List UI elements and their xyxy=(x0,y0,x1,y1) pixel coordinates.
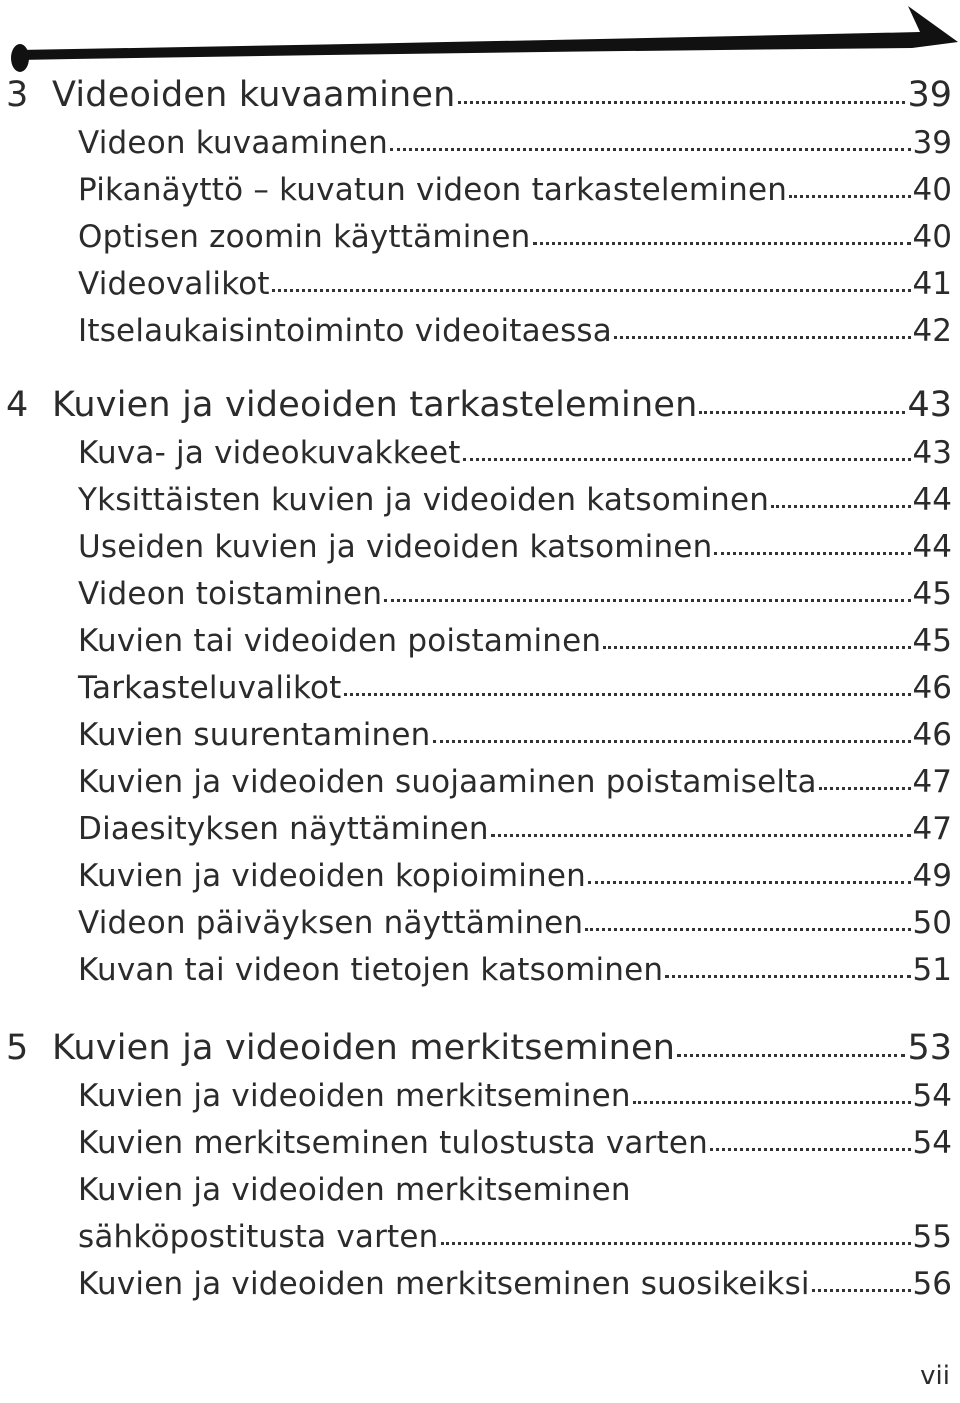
dot-leader xyxy=(633,1101,911,1104)
section-title: Videon päiväyksen näyttäminen xyxy=(78,905,584,941)
chapter-page-number: 39 xyxy=(907,75,952,115)
section-page-number: 54 xyxy=(912,1125,952,1161)
toc-section-entry[interactable] xyxy=(0,529,960,573)
section-page-number: 43 xyxy=(912,435,952,471)
chapter-number: 5 xyxy=(6,1028,29,1068)
dot-leader xyxy=(789,195,910,198)
section-page-number: 39 xyxy=(912,125,952,161)
section-page-number: 44 xyxy=(912,529,952,565)
toc-section-entry[interactable] xyxy=(0,576,960,620)
section-title: Useiden kuvien ja videoiden katsominen xyxy=(78,529,713,565)
section-title: Pikanäyttö – kuvatun videon tarkasteleminen xyxy=(78,172,788,208)
dot-leader xyxy=(344,693,911,696)
section-title: Videon kuvaaminen xyxy=(78,125,388,161)
section-title: Yksittäisten kuvien ja videoiden katsominen xyxy=(78,482,770,518)
toc-section-entry[interactable] xyxy=(0,623,960,667)
section-title: Kuvien ja videoiden kopioiminen xyxy=(78,858,587,894)
dot-leader xyxy=(710,1148,911,1151)
dot-leader xyxy=(433,740,911,743)
toc-section-entry[interactable] xyxy=(0,1172,960,1216)
section-page-number: 44 xyxy=(912,482,952,518)
toc-section-entry[interactable] xyxy=(0,811,960,855)
toc-section-entry[interactable] xyxy=(0,1266,960,1310)
dot-leader xyxy=(665,975,910,978)
dot-leader xyxy=(699,411,905,414)
dot-leader xyxy=(390,148,911,151)
toc-section-entry[interactable] xyxy=(0,1125,960,1169)
dot-leader xyxy=(533,242,911,245)
toc-section-entry[interactable] xyxy=(0,670,960,714)
toc-section-entry[interactable] xyxy=(0,219,960,263)
toc-section-entry[interactable] xyxy=(0,858,960,902)
dot-leader xyxy=(491,834,911,837)
section-title: Kuvien ja videoiden merkitseminen xyxy=(78,1078,631,1114)
section-page-number: 56 xyxy=(912,1266,952,1302)
dot-leader xyxy=(441,1242,911,1245)
page-number: vii xyxy=(920,1361,950,1391)
section-title: Kuvien ja videoiden merkitseminen suosikeiksi xyxy=(78,1266,810,1302)
section-title: Kuvien suurentaminen xyxy=(78,717,431,753)
section-title: Kuvien merkitseminen tulostusta varten xyxy=(78,1125,709,1161)
toc-section-entry[interactable] xyxy=(0,125,960,169)
toc-chapter-entry[interactable] xyxy=(0,75,960,123)
section-page-number: 42 xyxy=(912,313,952,349)
section-page-number: 40 xyxy=(912,172,952,208)
section-title: Kuva- ja videokuvakkeet xyxy=(78,435,461,471)
section-page-number: 47 xyxy=(912,764,952,800)
section-page-number: 46 xyxy=(912,717,952,753)
section-title: Optisen zoomin käyttäminen xyxy=(78,219,531,255)
dot-leader xyxy=(384,599,910,602)
toc-chapter-entry[interactable] xyxy=(0,385,960,433)
chapter-page-number: 43 xyxy=(907,385,952,425)
toc-section-entry[interactable] xyxy=(0,172,960,216)
toc-section-entry[interactable] xyxy=(0,952,960,996)
chapter-number: 4 xyxy=(6,385,29,425)
section-title: Tarkasteluvalikot xyxy=(78,670,342,706)
chapter-number: 3 xyxy=(6,75,29,115)
section-title: Kuvan tai videon tietojen katsominen xyxy=(78,952,664,988)
section-page-number: 55 xyxy=(912,1219,952,1255)
chapter-title: Kuvien ja videoiden tarkasteleminen xyxy=(52,385,698,425)
toc-section-entry[interactable] xyxy=(0,266,960,310)
section-page-number: 47 xyxy=(912,811,952,847)
toc-section-entry[interactable] xyxy=(0,1078,960,1122)
dot-leader xyxy=(458,101,906,104)
section-title: Diaesityksen näyttäminen xyxy=(78,811,489,847)
chapter-page-number: 53 xyxy=(907,1028,952,1068)
section-page-number: 54 xyxy=(912,1078,952,1114)
dot-leader xyxy=(677,1054,905,1057)
section-page-number: 45 xyxy=(912,576,952,612)
section-title: Kuvien tai videoiden poistaminen xyxy=(78,623,602,659)
section-page-number: 45 xyxy=(912,623,952,659)
dot-leader xyxy=(272,289,911,292)
dot-leader xyxy=(585,928,910,931)
chapter-title: Videoiden kuvaaminen xyxy=(52,75,456,115)
toc-section-entry[interactable] xyxy=(0,764,960,808)
toc-section-entry[interactable] xyxy=(0,905,960,949)
section-title: Kuvien ja videoiden merkitseminen xyxy=(78,1172,631,1208)
dot-leader xyxy=(714,552,910,555)
section-page-number: 49 xyxy=(912,858,952,894)
section-title: sähköpostitusta varten xyxy=(78,1219,439,1255)
section-page-number: 46 xyxy=(912,670,952,706)
dot-leader xyxy=(603,646,910,649)
toc-chapter-entry[interactable] xyxy=(0,1028,960,1076)
dot-leader xyxy=(812,1289,911,1292)
dot-leader xyxy=(588,881,911,884)
toc-section-entry[interactable] xyxy=(0,1219,960,1263)
chapter-title: Kuvien ja videoiden merkitseminen xyxy=(52,1028,676,1068)
section-page-number: 41 xyxy=(912,266,952,302)
header-rule xyxy=(0,0,960,80)
section-page-number: 51 xyxy=(912,952,952,988)
toc-section-entry[interactable] xyxy=(0,482,960,526)
section-title: Videovalikot xyxy=(78,266,270,302)
dot-leader xyxy=(463,458,911,461)
section-title: Videon toistaminen xyxy=(78,576,383,612)
dot-leader xyxy=(614,336,911,339)
toc-section-entry[interactable] xyxy=(0,717,960,761)
toc-section-entry[interactable] xyxy=(0,435,960,479)
dot-leader xyxy=(771,505,910,508)
dot-leader xyxy=(819,787,911,790)
section-page-number: 50 xyxy=(912,905,952,941)
section-title: Itselaukaisintoiminto videoitaessa xyxy=(78,313,612,349)
section-title: Kuvien ja videoiden suojaaminen poistamiselta xyxy=(78,764,817,800)
toc-section-entry[interactable] xyxy=(0,313,960,357)
section-page-number: 40 xyxy=(912,219,952,255)
